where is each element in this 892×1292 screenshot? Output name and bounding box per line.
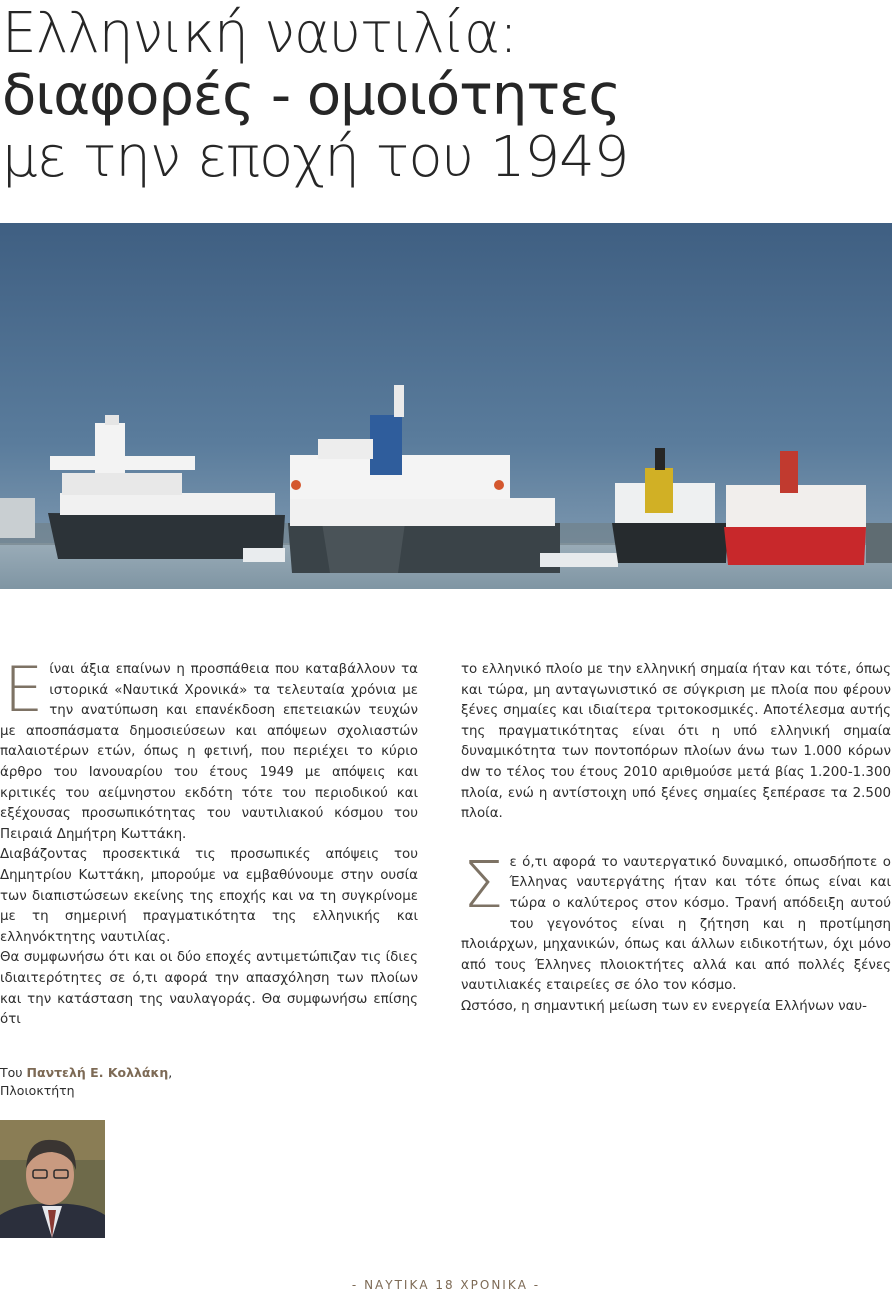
paragraph-6: Ωστόσο, η σημαντική μείωση των εν ενεργεία Ελλήνων ναυ- — [461, 998, 868, 1014]
article-column-left — [0, 653, 418, 1031]
paragraph-1 — [0, 653, 418, 845]
paragraph-3: Θα συμφωνήσω ότι και οι δύο εποχές αντιμετώπιζαν τις ίδιες ιδιαιτερότητες σε ό,τι αφορά την απασχόληση των πλοίων και την κατάσταση της ναυλαγοράς. Θα συμφωνήσω επίσης ότι — [0, 950, 418, 1028]
title-line-2: διαφορές - ομοιότητες — [2, 63, 621, 128]
byline-prefix: Του — [0, 1065, 23, 1080]
paragraph-2: Διαβάζοντας προσεκτικά τις προσωπικές απόψεις του Δημητρίου Κωττάκη, μπορούμε να εμβαθύνουμε στην ουσία των διαπιστώσεων εκείνης της εποχής και να τη συγκρίνομε με τη σημερινή πραγματικότητα της ελληνικής και ελληνόκτητης ναυτιλίας. — [0, 847, 418, 945]
paragraph-1-text: ίναι άξια επαίνων η προσπάθεια που καταβάλλουν τα ιστορικά «Ναυτικά Χρονικά» τα τελευταία χρόνια με την ανατύπωση και επανέκδοση επετειακών τευχών με αποσπάσματα δημοσιεύσεων και απόψεων σχολιαστών παλαιοτέρων ετών, όπως η φετινή, που περιέχει το κύριο άρθρο του Ιανουαρίου του έτους 1949 με απόψεις και κριτικές του αείμνηστου εκδότη τότε του περιοδικού και εξέχουσας προσωπικότητας του ναυτιλιακού κόσμου του Πειραιά Δημήτρη Κωττάκη. — [0, 662, 418, 842]
title-line-1: Ελληνική ναυτιλία: — [2, 1, 517, 66]
paragraph-4: το ελληνικό πλοίο με την ελληνική σημαία ήταν και τότε, όπως και τώρα, μη ανταγωνιστικό σε σύγκριση με πλοία που φέρουν ξένες σημαίες και ιδιαίτερα τριτοκοσμικές. Αποτέλεσμα αυτής της πραγματικότητας είναι ότι η υπό ελληνική σημαία δυναμικότητα των ποντοπόρων πλοίων άνω των 1.000 κόρων dw το τέλος του έτους 2010 αριθμούσε μετά βίας 1.200-1.300 πλοία, ενώ η αντίστοιχη υπό ξένες σημαίες ξεπέρασε τα 2.500 πλοία. — [461, 662, 891, 822]
author-portrait — [0, 1120, 105, 1238]
byline: Του Παντελή Ε. Κολλάκη, Πλοιοκτήτη — [0, 1065, 173, 1098]
tankers-photo — [0, 223, 892, 589]
drop-cap-2: Σ — [463, 848, 504, 923]
page-footer: - ΝΑΥΤΙΚΑ 18 ΧΡΟΝΙΚΑ - — [351, 1278, 541, 1292]
author-name: Παντελή Ε. Κολλάκη — [26, 1065, 169, 1080]
article-title — [2, 1, 882, 190]
paragraph-5 — [461, 848, 891, 997]
paragraph-5-text: ε ό,τι αφορά το ναυτεργατικό δυναμικό, οπωσδήποτε ο Έλληνας ναυτεργάτης ήταν και τότε όπως είναι και τώρα ο καλύτερος στον κόσμο. Τρανή απόδειξη αυτού του γεγονότος είναι η ζήτηση και η προτίμηση πλοιάρχων, μηχανικών, όπως και άλλων ειδικοτήτων, όχι μόνο από τους Έλληνες πλοιοκτήτες αλλά και από πολλές ξένες ναυτιλιακές εταιρείες σε όλο τον κόσμο. — [461, 854, 891, 994]
author-role: Πλοιοκτήτη — [0, 1083, 75, 1098]
drop-cap-1: Ε — [4, 653, 44, 726]
article-column-right — [461, 660, 891, 1018]
title-line-3: με την εποχή του 1949 — [2, 125, 629, 190]
